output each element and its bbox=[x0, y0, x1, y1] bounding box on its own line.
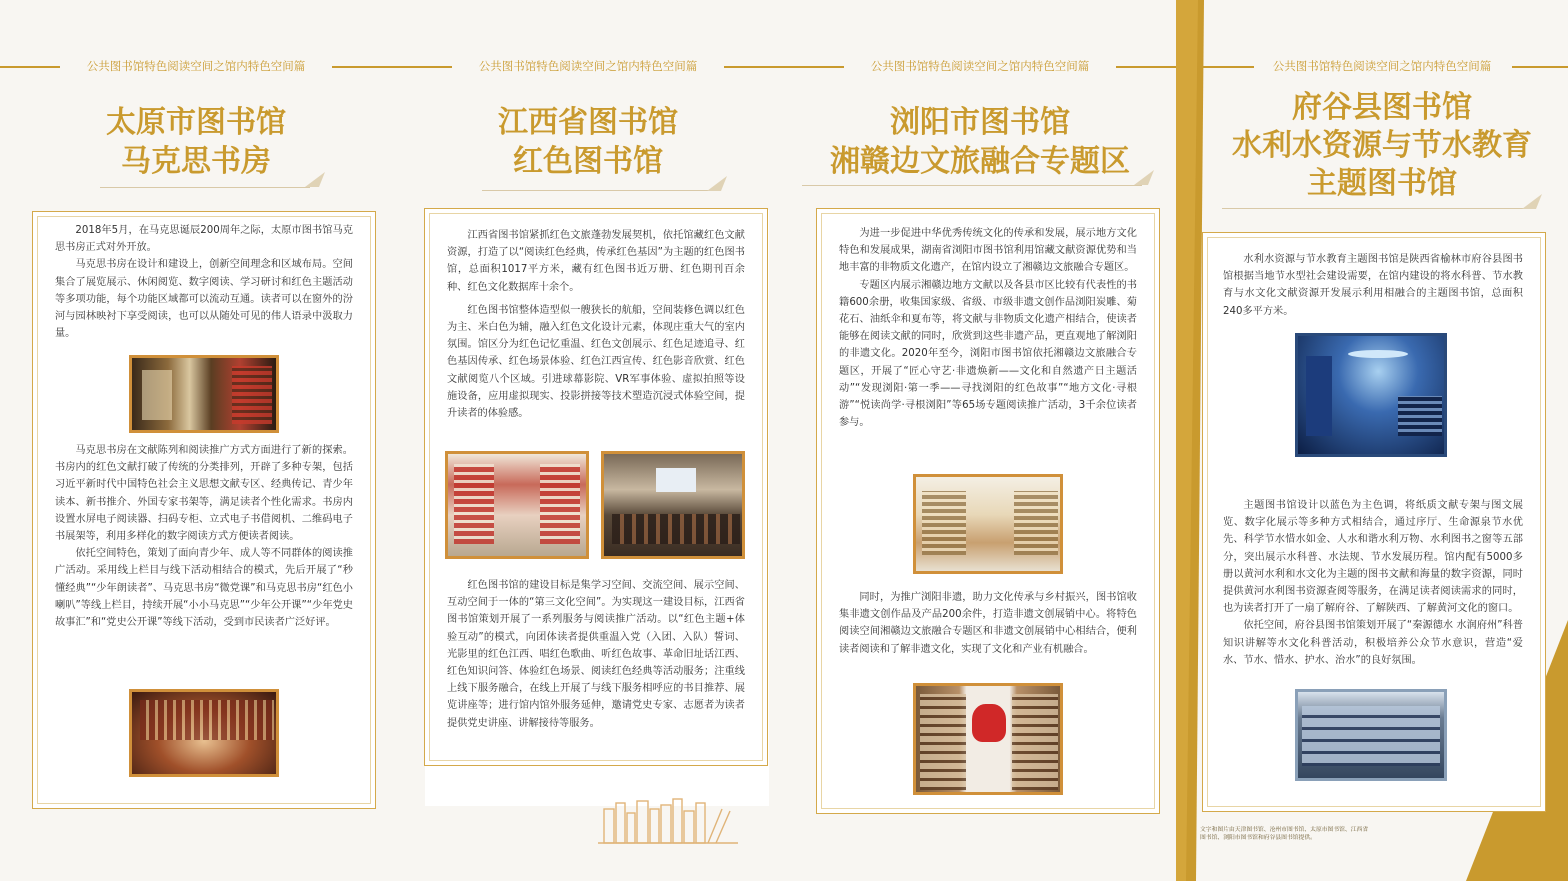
series-label: 公共图书馆特色阅读空间之馆内特色空间篇 bbox=[79, 59, 314, 73]
panel-jiangxi bbox=[392, 0, 784, 881]
photo-water-library bbox=[1295, 333, 1447, 457]
panel-title-line2: 马克思书房 bbox=[121, 144, 271, 179]
photo-red-library-hall bbox=[445, 451, 589, 559]
panel-liuyang bbox=[784, 0, 1176, 881]
article-text-b bbox=[839, 589, 1137, 658]
paragraph: 为进一步促进中华优秀传统文化的传承和发展，展示地方文化特色和发展成果，湖南省浏阳市图书馆利用馆藏文献资源优势和当地丰富的非物质文化遗产，在馆内设立了湘赣边文旅融合专题区。 bbox=[839, 228, 1137, 274]
series-label: 公共图书馆特色阅读空间之馆内特色空间篇 bbox=[863, 59, 1098, 73]
paragraph: 红色图书馆的建设目标是集学习空间、交流空间、展示空间、互动空间于一体的“第三文化空间”。为实现这一建设目标，江西省图书馆策划开展了一系列服务与阅读推广活动。以“红色主题+体验互动”的模式，向团体读者提供重温入党（入团、入队）誓词、光影里的红色江西、唱红色歌曲、听红色故事、革命旧址话江西、红色知识问答、体验红色场景、阅读红色经典等活动服务；注重线上线下服务融合，在线上开展了与线下服务相呼应的书目推荐、展览讲座等；进行馆内馆外服务延伸，邀请党史专家、志愿者为读者提供党史讲座、讲解接待等服务。 bbox=[447, 580, 745, 729]
article-text-b bbox=[1223, 497, 1523, 669]
article-text-b bbox=[447, 577, 745, 732]
corner-fold-icon bbox=[305, 172, 325, 188]
corner-fold-icon bbox=[707, 176, 727, 192]
paragraph: 水利水资源与节水教育主题图书馆是陕西省榆林市府谷县图书馆根据当地节水型社会建设需要，在馆内建设的将水科普、节水教育与水文化文献资源开发展示利用相融合的主题图书馆，总面积240多平方米。 bbox=[1223, 254, 1523, 317]
paragraph: 红色图书馆整体造型似一艘狭长的航船，空间装修色调以红色为主、米白色为辅，融入红色文化设计元素，体现庄重大气的室内氛围。馆区分为红色记忆重温、红色文创展示、红色足迹追寻、红色基因传承、红色场景体验、红色江西宣传、红色影音欣赏、红色文献阅览八个区域。引进球幕影院、VR军事体验、虚拟拍照等设施设备，应用虚拟现实、投影拼接等技术塑造沉浸式体验空间，提升读者的体验感。 bbox=[447, 304, 745, 420]
panel-title-line2: 水利水资源与节水教育 bbox=[1232, 128, 1532, 163]
title-underline bbox=[100, 187, 310, 188]
paragraph: 2018年5月，在马克思诞辰200周年之际，太原市图书馆马克思书房正式对外开放。 bbox=[55, 225, 353, 254]
photo-lecture bbox=[601, 451, 745, 559]
panel-title-line3: 主题图书馆 bbox=[1307, 166, 1457, 201]
title-underline bbox=[1222, 208, 1528, 209]
paragraph: 同时，为推广浏阳非遗，助力文化传承与乡村振兴，图书馆收集非遗文创作品及产品200余件，打造非遗文创展销中心。将特色阅读空间湘赣边文旅融合专题区和非遗文创展销中心相结合，便利读者阅读和了解非遗文化，实现了文化和产业有机融合。 bbox=[839, 592, 1137, 655]
series-header bbox=[784, 58, 1176, 74]
panel-taiyuan bbox=[0, 0, 392, 881]
panel-fugu bbox=[1176, 0, 1568, 881]
paragraph: 主题图书馆设计以蓝色为主色调，将纸质文献专架与图文展览、数字化展示等多种方式相结合，通过序厅、生命源泉节水优先、科学节水惜水如金、人水和谐水利万物、水利图书之窗等五部分，突出展示水科普、水法规、节水发展历程。馆内配有5000多册以黄河水利和水文化为主题的图书文献和海量的数字资源，同时提供黄河水利图书资源查阅等服务，在满足读者阅读需求的同时，也为读者打开了一扇了解府谷、了解陕西、了解黄河文化的窗口。 bbox=[1223, 500, 1523, 615]
article-text-a bbox=[839, 225, 1137, 431]
article-card bbox=[816, 208, 1160, 814]
paragraph: 依托空间特色，策划了面向青少年、成人等不同群体的阅读推广活动。采用线上栏目与线下活动相结合的模式，先后开展了“秒懂经典”“少年朗读者”、马克思书房“微党课”和马克思书房“红色小喇叭”等线上栏目，持续开展“小小马克思”“少年公开课”“少年党史故事汇”和“党史公开课”等线下活动，受到市民读者广泛好评。 bbox=[55, 548, 353, 629]
photo-special-zone bbox=[913, 474, 1063, 574]
photo-credit: 文字和图片由天津图书馆、沧州市图书馆、太原市图书馆、江西省图书馆、浏阳市图书馆和府谷县图书馆提供。 bbox=[1200, 827, 1369, 841]
article-text-a bbox=[1223, 251, 1523, 320]
panel-content bbox=[1196, 0, 1568, 881]
article-card bbox=[424, 208, 768, 766]
article-text-a bbox=[55, 222, 353, 342]
panel-title-line2: 湘赣边文旅融合专题区 bbox=[830, 144, 1130, 179]
paragraph: 马克思书房在文献陈列和阅读推广方式方面进行了新的探索。书房内的红色文献打破了传统的分类排列，开辟了多种专架，包括习近平新时代中国特色社会主义思想文献专区、经典传记、青少年读本、新书推介、外国专家书架等，满足读者个性化需求。书房内设置水屏电子阅读器、扫码专柜、立式电子书借阅机、二维码电子书展架等，利用多样化的数字阅读方式方便读者阅读。 bbox=[55, 445, 353, 543]
corner-fold-icon bbox=[1134, 170, 1154, 186]
panel-title-line1: 府谷县图书馆 bbox=[1292, 90, 1472, 125]
panel-title-line1: 浏阳市图书馆 bbox=[890, 105, 1070, 140]
bookshelf-illustration-icon bbox=[598, 795, 738, 845]
panel-title-line2: 红色图书馆 bbox=[513, 144, 663, 179]
photo-heritage-shelf bbox=[913, 683, 1063, 795]
photo-water-shelves bbox=[1295, 689, 1447, 781]
corner-fold-icon bbox=[1522, 194, 1542, 210]
paragraph: 专题区内展示湘赣边地方文献以及各县市区比较有代表性的书籍600余册，收集国家级、省级、市级非遗文创作品浏阳炭雕、菊花石、油纸伞和夏布等，将文献与非物质文化遗产相结合，使读者能够在阅读文献的同时，欣赏到这些非遗产品，更直观地了解浏阳的非遗文化。2020年至今，浏阳市图书馆依托湘赣边文旅融合专题区，开展了“匠心守艺·非遗焕新——文化和自然遗产日主题活动”“发现浏阳·第一季——寻找浏阳的红色故事”“地方文化·寻根游”“悦读尚学·寻根浏阳”等65场专题阅读推广活动，3千余位读者参与。 bbox=[839, 279, 1137, 429]
photo-reading-room bbox=[129, 355, 279, 433]
series-header bbox=[392, 58, 784, 74]
series-label: 公共图书馆特色阅读空间之馆内特色空间篇 bbox=[1265, 59, 1500, 73]
paragraph: 江西省图书馆紧抓红色文旅蓬勃发展契机，依托馆藏红色文献资源，打造了以“阅读红色经典，传承红色基因”为主题的红色图书馆，总面积1017平方米，藏有红色图书近万册、红色期刊百余种、红色文化数据库十余个。 bbox=[447, 230, 745, 293]
title-underline bbox=[482, 190, 712, 191]
series-label: 公共图书馆特色阅读空间之馆内特色空间篇 bbox=[471, 59, 706, 73]
title-underline bbox=[802, 185, 1142, 186]
photo-bookshelves bbox=[129, 689, 279, 777]
panel-title-line1: 太原市图书馆 bbox=[106, 105, 286, 140]
article-card bbox=[1202, 232, 1546, 812]
panel-title-line1: 江西省图书馆 bbox=[498, 105, 678, 140]
paragraph: 马克思书房在设计和建设上，创新空间理念和区域布局。空间集合了展览展示、休闲阅览、数字阅读、学习研讨和红色主题活动等多项功能，每个功能区域都可以流动互通。读者可以在窗外的汾河与园林映衬下享受阅读，也可以从随处可见的伟人语录中汲取力量。 bbox=[55, 259, 353, 340]
paragraph: 依托空间，府谷县图书馆策划开展了“秦源德水 水润府州”科普知识讲解等水文化科普活动，积极培养公众节水意识，营造“爱水、节水、惜水、护水、治水”的良好氛围。 bbox=[1223, 620, 1523, 666]
series-header bbox=[0, 58, 392, 74]
article-text-b bbox=[55, 442, 353, 631]
series-header bbox=[1196, 58, 1568, 74]
article-card bbox=[32, 211, 376, 809]
article-text-a bbox=[447, 227, 745, 422]
